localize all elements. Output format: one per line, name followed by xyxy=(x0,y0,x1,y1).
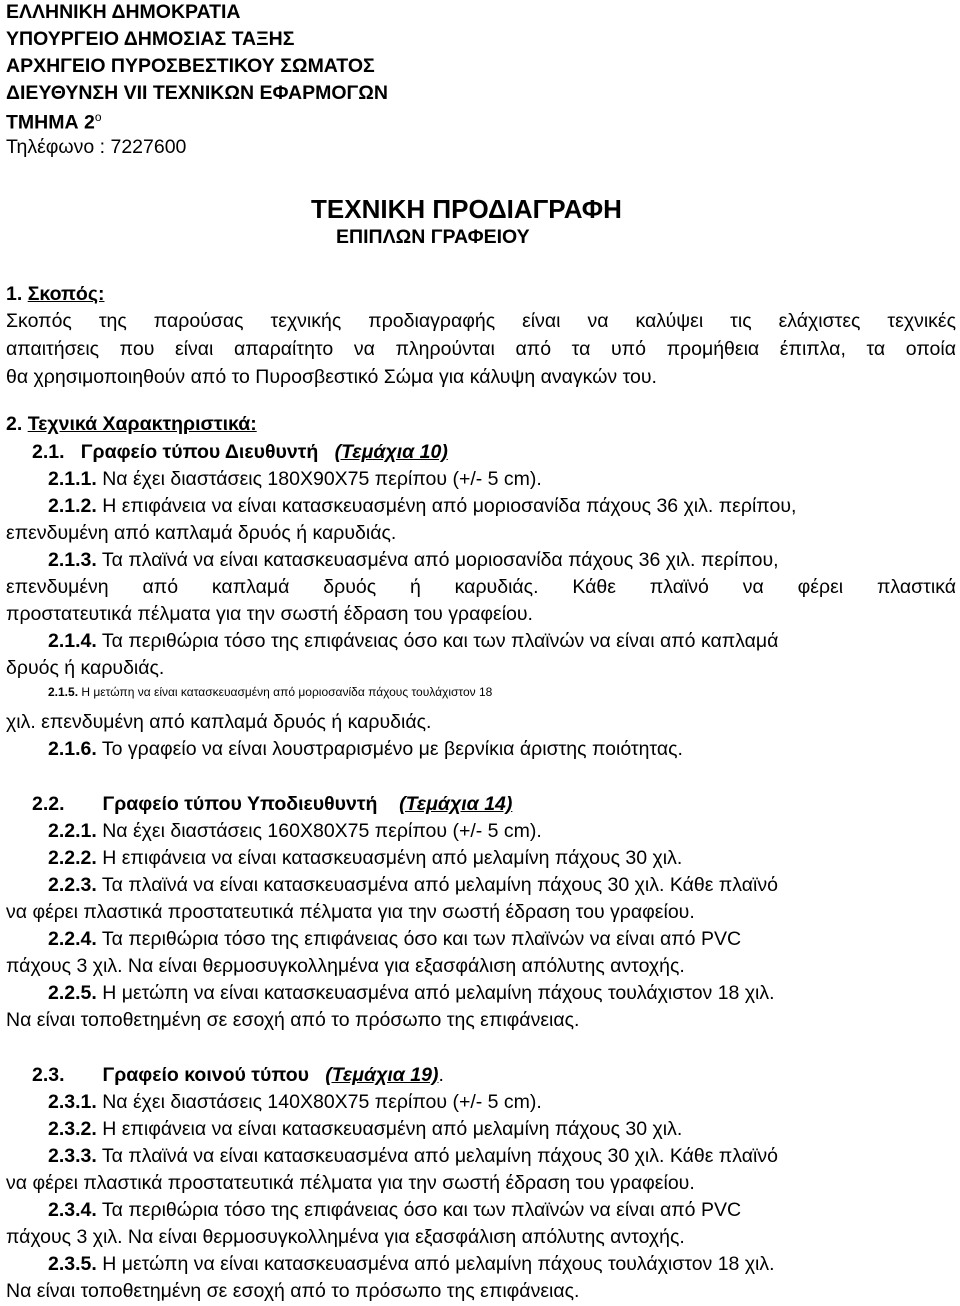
section-1-text-line-1: Σκοπός της παρούσας τεχνικής προδιαγραφής είναι να καλύψει τις ελάχιστες τεχνικές xyxy=(6,310,956,332)
item-text: Το γραφείο να είναι λουστραρισμένο με βερνίκια άριστης ποιότητας. xyxy=(101,738,683,760)
item-2-2-4 xyxy=(48,930,741,950)
item-text: Τα πλαϊνά να είναι κατασκευασμένα από μοριοσανίδα πάχους 36 χιλ. περίπου, xyxy=(101,549,779,571)
header-line-1: ΕΛΛΗΝΙΚΗ ΔΗΜΟΚΡΑΤΙΑ xyxy=(6,1,241,23)
item-text: Η μετώπη να είναι κατασκευασμένα από μελαμίνη πάχους τουλάχιστον 18 χιλ. xyxy=(102,1253,775,1275)
section-2-2-num: 2.2. xyxy=(32,793,65,815)
item-number: 2.3.3. xyxy=(48,1145,97,1167)
item-2-3-3-cont: να φέρει πλαστικά προστατευτικά πέλματα για την σωστή έδραση του γραφείου. xyxy=(6,1172,695,1194)
item-number: 2.1.5. xyxy=(48,685,79,699)
item-text: Να έχει διαστάσεις 140Χ80Χ75 περίπου (+/- 5 cm). xyxy=(102,1091,542,1113)
item-number: 2.2.1. xyxy=(48,820,97,842)
section-2-heading xyxy=(6,415,257,435)
section-2-1-heading xyxy=(32,443,448,463)
section-2-3-num: 2.3. xyxy=(32,1064,65,1086)
item-2-3-5-cont: Να είναι τοποθετημένη σε εσοχή από το πρόσωπο της επιφάνειας. xyxy=(6,1280,580,1302)
section-2-3-period: . xyxy=(438,1064,444,1086)
item-2-1-6 xyxy=(48,740,683,760)
item-2-2-2 xyxy=(48,849,682,869)
item-2-3-5 xyxy=(48,1255,775,1275)
item-text: Η μετώπη να είναι κατασκευασμένη από μοριοσανίδα πάχους τουλάχιστον 18 xyxy=(81,685,493,699)
item-2-2-1 xyxy=(48,822,542,842)
section-2-1-title: Γραφείο τύπου Διευθυντή xyxy=(80,441,319,463)
section-2-2-title: Γραφείο τύπου Υποδιευθυντή xyxy=(102,793,378,815)
section-1-text-line-2: απαιτήσεις που είναι απαραίτητο να πληρούνται από τα υπό προμήθεια έπιπλα, τα οποία xyxy=(6,338,956,360)
section-1-heading xyxy=(6,285,104,305)
section-2-3-heading xyxy=(32,1066,444,1086)
item-2-1-4-cont: δρυός ή καρυδιάς. xyxy=(6,657,165,679)
item-text: Η επιφάνεια να είναι κατασκευασμένη από μοριοσανίδα πάχους 36 χιλ. περίπου, xyxy=(102,495,797,517)
item-number: 2.1.3. xyxy=(48,549,97,571)
item-number: 2.2.3. xyxy=(48,874,97,896)
section-2-1-num: 2.1. xyxy=(32,441,65,463)
header-line-5 xyxy=(6,111,102,133)
item-text: Να έχει διαστάσεις 160Χ80Χ75 περίπου (+/- 5 cm). xyxy=(102,820,542,842)
header-line-2: ΥΠΟΥΡΓΕΙΟ ΔΗΜΟΣΙΑΣ ΤΑΞΗΣ xyxy=(6,28,295,50)
section-2-3-qty: (Τεμάχια 19) xyxy=(325,1064,439,1086)
item-number: 2.1.2. xyxy=(48,495,97,517)
item-text: Τα περιθώρια τόσο της επιφάνειας όσο και των πλαϊνών να είναι από καπλαμά xyxy=(101,630,779,652)
item-2-1-2-cont: επενδυμένη από καπλαμά δρυός ή καρυδιάς. xyxy=(6,522,397,544)
header-phone: Τηλέφωνο : 7227600 xyxy=(6,136,187,158)
header-line-4: ΔΙΕΥΘΥΝΣΗ VII ΤΕΧΝΙΚΩΝ ΕΦΑΡΜΟΓΩΝ xyxy=(6,82,388,104)
item-number: 2.3.5. xyxy=(48,1253,97,1275)
doc-title: ΤΕΧΝΙΚΗ ΠΡΟΔΙΑΓΡΑΦΗ xyxy=(311,194,622,224)
section-1-text-line-3: θα χρησιμοποιηθούν από το Πυροσβεστικό Σώμα για κάλυψη αναγκών του. xyxy=(6,366,657,388)
item-number: 2.1.4. xyxy=(48,630,97,652)
section-1-num: 1. xyxy=(6,283,23,305)
item-number: 2.1.6. xyxy=(48,738,97,760)
section-2-title: Τεχνικά Χαρακτηριστικά: xyxy=(27,413,257,435)
item-number: 2.3.2. xyxy=(48,1118,97,1140)
item-2-2-3 xyxy=(48,876,778,896)
item-2-3-2 xyxy=(48,1120,682,1140)
item-text: Η επιφάνεια να είναι κατασκευασμένη από μελαμίνη πάχους 30 χιλ. xyxy=(102,847,683,869)
item-2-3-1 xyxy=(48,1093,542,1113)
item-number: 2.3.4. xyxy=(48,1199,97,1221)
section-1-title: Σκοπός: xyxy=(27,283,105,305)
item-2-1-2 xyxy=(48,497,796,517)
header-line-3: ΑΡΧΗΓΕΙΟ ΠΥΡΟΣΒΕΣΤΙΚΟΥ ΣΩΜΑΤΟΣ xyxy=(6,55,375,77)
section-2-1-qty: (Τεμάχια 10) xyxy=(334,441,448,463)
item-number: 2.3.1. xyxy=(48,1091,97,1113)
item-2-2-5-cont: Να είναι τοποθετημένη σε εσοχή από το πρόσωπο της επιφάνειας. xyxy=(6,1009,580,1031)
item-text: Τα περιθώρια τόσο της επιφάνειας όσο και των πλαϊνών να είναι από PVC xyxy=(101,928,742,950)
section-2-2-heading xyxy=(32,795,512,815)
item-number: 2.2.2. xyxy=(48,847,97,869)
item-number: 2.1.1. xyxy=(48,468,97,490)
item-2-1-5-cont: χιλ. επενδυμένη από καπλαμά δρυός ή καρυδιάς. xyxy=(6,711,432,733)
item-2-1-1 xyxy=(48,470,542,490)
item-text: Τα περιθώρια τόσο της επιφάνειας όσο και των πλαϊνών να είναι από PVC xyxy=(101,1199,742,1221)
section-2-2-qty: (Τεμάχια 14) xyxy=(399,793,513,815)
item-2-1-4 xyxy=(48,632,778,652)
item-2-2-5 xyxy=(48,984,775,1004)
item-2-1-5 xyxy=(48,686,956,698)
item-2-1-3-cont-2: προστατευτικά πέλματα για την σωστή έδραση του γραφείου. xyxy=(6,603,533,625)
item-2-3-3 xyxy=(48,1147,778,1167)
item-2-3-4 xyxy=(48,1201,741,1221)
item-2-2-3-cont: να φέρει πλαστικά προστατευτικά πέλματα για την σωστή έδραση του γραφείου. xyxy=(6,901,695,923)
item-text: Να έχει διαστάσεις 180Χ90Χ75 περίπου (+/- 5 cm). xyxy=(102,468,542,490)
item-2-2-4-cont: πάχους 3 χιλ. Να είναι θερμοσυγκολλημένα για εξασφάλιση απόλυτης αντοχής. xyxy=(6,955,685,977)
header-line-5-sup: ο xyxy=(94,110,102,124)
item-2-1-3-cont-1: επενδυμένη από καπλαμά δρυός ή καρυδιάς. Κάθε πλαϊνό να φέρει πλαστικά xyxy=(6,576,956,598)
item-number: 2.2.4. xyxy=(48,928,97,950)
item-text: Η επιφάνεια να είναι κατασκευασμένη από μελαμίνη πάχους 30 χιλ. xyxy=(102,1118,683,1140)
section-2-3-title: Γραφείο κοινού τύπου xyxy=(102,1064,309,1086)
doc-subtitle: ΕΠΙΠΛΩΝ ΓΡΑΦΕΙΟΥ xyxy=(336,226,530,248)
item-text: Τα πλαϊνά να είναι κατασκευασμένα από μελαμίνη πάχους 30 χιλ. Κάθε πλαϊνό xyxy=(101,874,778,896)
item-number: 2.2.5. xyxy=(48,982,97,1004)
header-line-5-text: ΤΜΗΜΑ 2 xyxy=(6,111,95,134)
item-text: Η μετώπη να είναι κατασκευασμένα από μελαμίνη πάχους τουλάχιστον 18 χιλ. xyxy=(102,982,775,1004)
item-2-1-3 xyxy=(48,551,779,571)
item-text: Τα πλαϊνά να είναι κατασκευασμένα από μελαμίνη πάχους 30 χιλ. Κάθε πλαϊνό xyxy=(101,1145,778,1167)
item-2-3-4-cont: πάχους 3 χιλ. Να είναι θερμοσυγκολλημένα για εξασφάλιση απόλυτης αντοχής. xyxy=(6,1226,685,1248)
section-2-num: 2. xyxy=(6,413,23,435)
